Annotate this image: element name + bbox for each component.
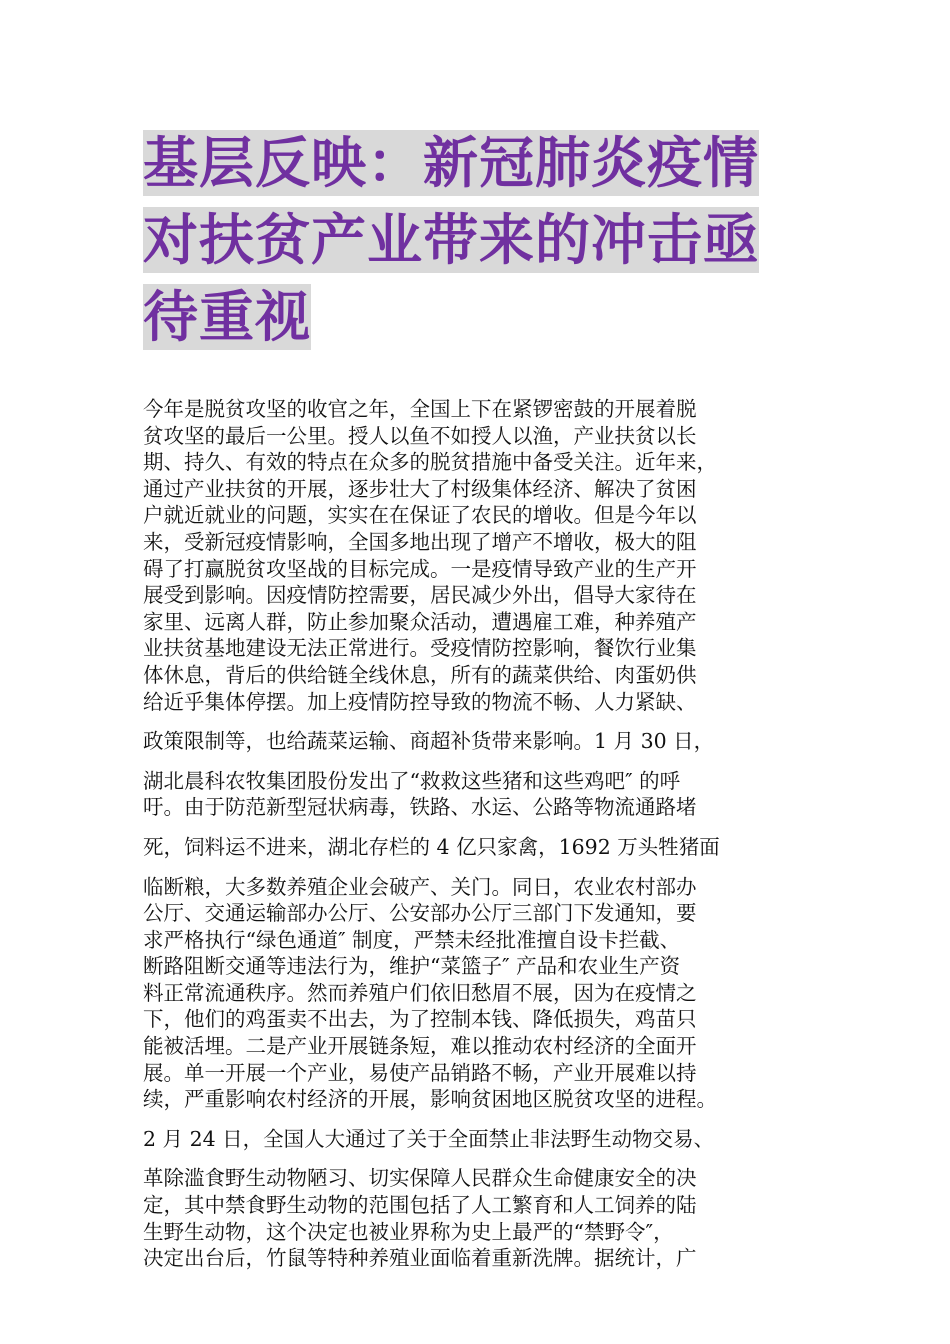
body-line: 碍了打赢脱贫攻坚战的目标完成。一是疫情导致产业的生产开: [143, 556, 697, 581]
body-line: 政策限制等，也给蔬菜运输、商超补货带来影响。1 月 30 日，: [143, 729, 715, 754]
body-line: 定，其中禁食野生动物的范围包括了人工繁育和人工饲养的陆: [143, 1193, 697, 1218]
body-line: 今年是脱贫攻坚的收官之年，全国上下在紧锣密鼓的开展着脱: [143, 397, 697, 421]
title-line-2: 对扶贫产业带来的冲击亟: [143, 208, 760, 272]
body-line: 家里、远离人群，防止参加聚众活动，遭遇雇工难，种养殖产: [143, 609, 697, 634]
body-line: 死，饲料运不进来，湖北存栏的 4 亿只家禽，1692 万头牲猪面: [143, 834, 720, 859]
body-line: 续，严重影响农村经济的开展，影响贫困地区脱贫攻坚的进程。: [143, 1087, 717, 1112]
body-line: 能被活埋。二是产业开展链条短，难以推动农村经济的全面开: [143, 1034, 697, 1059]
body-line: 给近乎集体停摆。加上疫情防控导致的物流不畅、人力紧缺、: [143, 689, 697, 714]
body-line: 展。单一开展一个产业，易使产品销路不畅，产业开展难以持: [143, 1060, 697, 1085]
body-line: 生野生动物，这个决定也被业界称为史上最严的“禁野令″，: [143, 1219, 674, 1244]
body-line: 下，他们的鸡蛋卖不出去，为了控制本钱、降低损失，鸡苗只: [143, 1007, 697, 1032]
body-line: 来，受新冠疫情影响，全国多地出现了增产不增收，极大的阻: [143, 529, 697, 554]
body-line: 体休息，背后的供给链全线休息，所有的蔬菜供给、肉蛋奶供: [143, 662, 697, 687]
body-line: 断路阻断交通等违法行为，维护“菜篮子″ 产品和农业生产资: [143, 954, 681, 979]
body-line: 期、持久、有效的特点在众多的脱贫措施中备受关注。近年来，: [143, 450, 717, 475]
body-line: 业扶贫基地建设无法正常进行。受疫情防控影响，餐饮行业集: [143, 636, 697, 661]
body-line: 展受到影响。因疫情防控需要，居民减少外出，倡导大家待在: [143, 583, 697, 608]
body-line: 临断粮，大多数养殖企业会破产、关门。同日，农业农村部办: [143, 874, 697, 899]
body-line: 吁。由于防范新型冠状病毒，铁路、水运、公路等物流通路堵: [143, 795, 697, 820]
body-line: 求严格执行“绿色通道″ 制度，严禁未经批准擅自设卡拦截、: [143, 927, 681, 952]
body-line: 公厅、交通运输部办公厅、公安部办公厅三部门下发通知，要: [143, 901, 697, 926]
body-line: 贫攻坚的最后一公里。授人以鱼不如授人以渔，产业扶贫以长: [143, 423, 697, 448]
body-line: 湖北晨科农牧集团股份发出了“救救这些猪和这些鸡吧″ 的呼: [143, 768, 681, 793]
body-line: 2 月 24 日，全国人大通过了关于全面禁止非法野生动物交易、: [143, 1126, 715, 1151]
body-line: 决定出台后，竹鼠等特种养殖业面临着重新洗牌。据统计，广: [143, 1246, 697, 1271]
title-line-1: 基层反映：新冠肺炎疫情: [143, 131, 760, 195]
document-body: [143, 396, 811, 1272]
body-line: 料正常流通秩序。然而养殖户们依旧愁眉不展，因为在疫情之: [143, 980, 697, 1005]
document-title: [143, 130, 823, 361]
body-line: 通过产业扶贫的开展，逐步壮大了村级集体经济、解决了贫困: [143, 476, 697, 501]
body-line: 革除滥食野生动物陋习、切实保障人民群众生命健康安全的决: [143, 1166, 697, 1191]
body-line: 户就近就业的问题，实实在在保证了农民的增收。但是今年以: [143, 503, 697, 528]
title-line-3: 待重视: [143, 285, 312, 349]
